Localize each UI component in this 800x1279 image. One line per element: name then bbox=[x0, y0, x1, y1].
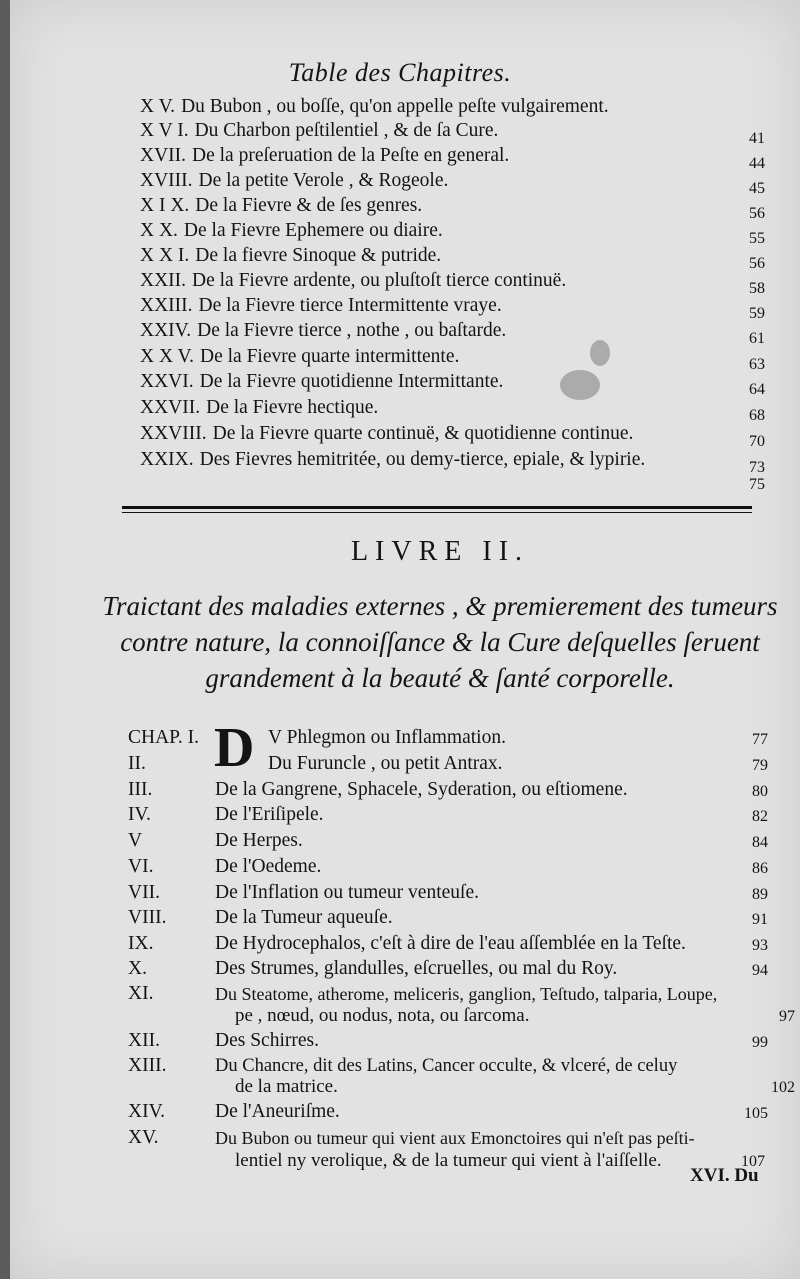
toc-number: XXVII. bbox=[140, 397, 201, 418]
chapter-number: XI. bbox=[128, 983, 154, 1004]
chapter-continuation bbox=[235, 1076, 795, 1098]
toc-title: De la Fievre quotidienne Intermittante. bbox=[199, 371, 504, 392]
chapter-page: 93 bbox=[752, 937, 768, 954]
continuation-text: pe , nœud, ou nodus, nota, ou ſarcoma. bbox=[235, 1005, 530, 1026]
toc-title: Du Bubon , ou boſſe, qu'on appelle peſte vulgairement. bbox=[181, 96, 609, 117]
chapter-page: 89 bbox=[752, 886, 768, 903]
toc-title: De la petite Verole , & Rogeole. bbox=[198, 170, 449, 191]
chapter-continuation bbox=[235, 1150, 765, 1172]
toc-row bbox=[140, 95, 765, 118]
chapter-page: 79 bbox=[752, 757, 768, 774]
toc-row bbox=[140, 219, 765, 247]
toc-page: 73 bbox=[749, 459, 765, 476]
chapter-number: VIII. bbox=[128, 907, 167, 928]
toc-title: De la Fievre tierce , nothe , ou baſtarde. bbox=[197, 320, 507, 341]
toc-row bbox=[140, 194, 765, 222]
toc-page: 64 bbox=[749, 381, 765, 398]
toc-row bbox=[140, 244, 765, 272]
toc-row bbox=[140, 422, 765, 450]
chapter-row bbox=[118, 1100, 768, 1124]
chapter-number: IX. bbox=[128, 933, 154, 954]
chapter-title: Des Strumes, glandulles, eſcruelles, ou mal du Roy. bbox=[215, 958, 618, 979]
toc-title: Du Charbon peſtilentiel , & de ſa Cure. bbox=[194, 120, 499, 141]
chapter-row bbox=[118, 829, 768, 853]
chapter-title: V Phlegmon ou Inflammation. bbox=[268, 727, 506, 748]
chapter-title: De la Tumeur aqueuſe. bbox=[215, 907, 393, 928]
toc-title: Des Fievres hemitritée, ou demy-tierce, epiale, & lypirie. bbox=[199, 449, 646, 470]
chapter-title: Du Bubon ou tumeur qui vient aux Emonctoires qui n'eſt pas peſti- bbox=[215, 1128, 695, 1148]
running-head: Table des Chapitres. bbox=[288, 58, 512, 87]
toc-page: 44 bbox=[749, 155, 765, 172]
chapter-page: 94 bbox=[752, 962, 768, 979]
toc-page: 70 bbox=[749, 433, 765, 450]
toc-row bbox=[140, 465, 765, 493]
toc-number: X X V. bbox=[140, 346, 195, 367]
chapter-page: 105 bbox=[744, 1105, 768, 1122]
chapter-number: CHAP. I. bbox=[128, 727, 199, 748]
toc-title: De la Fievre Ephemere ou diaire. bbox=[183, 220, 443, 241]
chapter-row bbox=[118, 778, 768, 802]
chapter-row bbox=[118, 803, 768, 827]
toc-row bbox=[140, 169, 765, 197]
toc-page: 56 bbox=[749, 255, 765, 272]
toc-title: De la Fievre ardente, ou pluſtoſt tierce continuë. bbox=[192, 270, 567, 291]
toc-row bbox=[140, 319, 765, 347]
chapter-page: 99 bbox=[752, 1034, 768, 1051]
toc-row bbox=[140, 370, 765, 398]
chapter-number: V bbox=[128, 830, 143, 851]
toc-row bbox=[140, 345, 765, 373]
chapter-row bbox=[118, 752, 768, 776]
section-rule-thin bbox=[122, 512, 752, 513]
toc-title: De la fievre Sinoque & putride. bbox=[195, 245, 442, 266]
chapter-row bbox=[118, 932, 768, 956]
chapter-number: XIV. bbox=[128, 1101, 166, 1122]
toc-title: De la Fievre & de ſes genres. bbox=[195, 195, 423, 216]
chapter-title: De l'Eriſipele. bbox=[215, 804, 324, 825]
toc-page: 55 bbox=[749, 230, 765, 247]
chapter-title: Du Furuncle , ou petit Antrax. bbox=[268, 753, 503, 774]
chapter-title: De l'Inflation ou tumeur venteuſe. bbox=[215, 882, 479, 903]
toc-title: De la Fievre hectique. bbox=[206, 397, 379, 418]
section-rule bbox=[122, 506, 752, 509]
book-subtitle-line: Traictant des maladies externes , & premierement des tumeurs bbox=[102, 591, 778, 621]
toc-number: XVIII. bbox=[140, 170, 193, 191]
chapter-number: XV. bbox=[128, 1127, 159, 1148]
chapter-number: XII. bbox=[128, 1030, 160, 1051]
book-heading: LIVRE II. bbox=[350, 536, 530, 567]
book-subtitle-line: contre nature, la connoiſſance & la Cure deſquelles ſeruent bbox=[120, 627, 760, 657]
toc-title: De la preſeruation de la Peſte en general. bbox=[192, 145, 510, 166]
toc-number: XVII. bbox=[140, 145, 187, 166]
toc-page: 58 bbox=[749, 280, 765, 297]
chapter-title: Du Steatome, atherome, meliceris, ganglion, Teſtudo, talparia, Loupe, bbox=[215, 984, 718, 1004]
chapter-page: 80 bbox=[752, 783, 768, 800]
continuation-text: de la matrice. bbox=[235, 1076, 338, 1097]
chapter-row bbox=[118, 982, 768, 1006]
chapter-page: 91 bbox=[752, 911, 768, 928]
toc-page: 59 bbox=[749, 305, 765, 322]
book-subtitle-line: grandement à la beauté & ſanté corporelle. bbox=[205, 663, 675, 693]
ink-smudge bbox=[590, 340, 610, 366]
chapter-page: 86 bbox=[752, 860, 768, 877]
toc-number: XXIV. bbox=[140, 320, 192, 341]
chapter-number: III. bbox=[128, 779, 153, 800]
toc-number: X V I. bbox=[140, 120, 189, 141]
chapter-number: X. bbox=[128, 958, 147, 979]
toc-number: X X. bbox=[140, 220, 178, 241]
chapter-continuation bbox=[235, 1005, 795, 1027]
chapter-row bbox=[118, 906, 768, 930]
toc-page: 41 bbox=[749, 130, 765, 147]
ink-smudge bbox=[560, 370, 600, 400]
chapter-row bbox=[118, 1126, 768, 1150]
chapter-title: De l'Oedeme. bbox=[215, 856, 322, 877]
chapter-title: De Hydrocephalos, c'eſt à dire de l'eau aſſemblée en la Teſte. bbox=[215, 933, 686, 954]
chapter-row bbox=[118, 957, 768, 981]
toc-number: XXIX. bbox=[140, 449, 194, 470]
toc-number: XXVIII. bbox=[140, 423, 207, 444]
chapter-title: De l'Aneuriſme. bbox=[215, 1101, 340, 1122]
chapter-number: VI. bbox=[128, 856, 154, 877]
toc-row bbox=[140, 269, 765, 297]
toc-page: 61 bbox=[749, 330, 765, 347]
chapter-row bbox=[118, 881, 768, 905]
toc-page: 63 bbox=[749, 356, 765, 373]
drop-cap: D bbox=[214, 717, 255, 779]
chapter-number: VII. bbox=[128, 882, 160, 903]
chapter-page: 97 bbox=[779, 1008, 795, 1025]
toc-title: De la Fievre quarte continuë, & quotidienne continue. bbox=[212, 423, 634, 444]
chapter-row bbox=[118, 1029, 768, 1053]
toc-number: X V. bbox=[140, 96, 176, 117]
chapter-page: 107 bbox=[741, 1153, 765, 1170]
toc-title: De la Fievre tierce Intermittente vraye. bbox=[198, 295, 502, 316]
chapter-number: IV. bbox=[128, 804, 151, 825]
toc-title: De la Fievre quarte intermittente. bbox=[200, 346, 460, 367]
chapter-page: 84 bbox=[752, 834, 768, 851]
toc-page: 68 bbox=[749, 407, 765, 424]
toc-row bbox=[140, 144, 765, 172]
toc-number: XXIII. bbox=[140, 295, 193, 316]
chapter-title: Du Chancre, dit des Latins, Cancer occulte, & vlceré, de celuy bbox=[215, 1056, 678, 1076]
chapter-title: De Herpes. bbox=[215, 830, 303, 851]
chapter-title: Des Schirres. bbox=[215, 1030, 319, 1051]
chapter-row bbox=[118, 855, 768, 879]
chapter-page: 102 bbox=[771, 1079, 795, 1096]
toc-number: X I X. bbox=[140, 195, 190, 216]
toc-row bbox=[140, 294, 765, 322]
toc-page: 45 bbox=[749, 180, 765, 197]
toc-number: XXII. bbox=[140, 270, 187, 291]
toc-row bbox=[140, 119, 765, 147]
chapter-row bbox=[118, 1054, 768, 1078]
chapter-row bbox=[118, 726, 768, 750]
toc-page: 75 bbox=[749, 476, 765, 493]
continuation-text: lentiel ny verolique, & de la tumeur qui vient à l'aiſſelle. bbox=[235, 1150, 662, 1171]
toc-row bbox=[140, 396, 765, 424]
chapter-page: 82 bbox=[752, 808, 768, 825]
chapter-title: De la Gangrene, Sphacele, Syderation, ou eſtiomene. bbox=[215, 779, 628, 800]
toc-page: 56 bbox=[749, 205, 765, 222]
toc-number: X X I. bbox=[140, 245, 190, 266]
chapter-number: XIII. bbox=[128, 1055, 167, 1076]
chapter-page: 77 bbox=[752, 731, 768, 748]
catchword: XVI. Du bbox=[690, 1165, 759, 1186]
chapter-number: II. bbox=[128, 753, 146, 774]
toc-number: XXVI. bbox=[140, 371, 194, 392]
